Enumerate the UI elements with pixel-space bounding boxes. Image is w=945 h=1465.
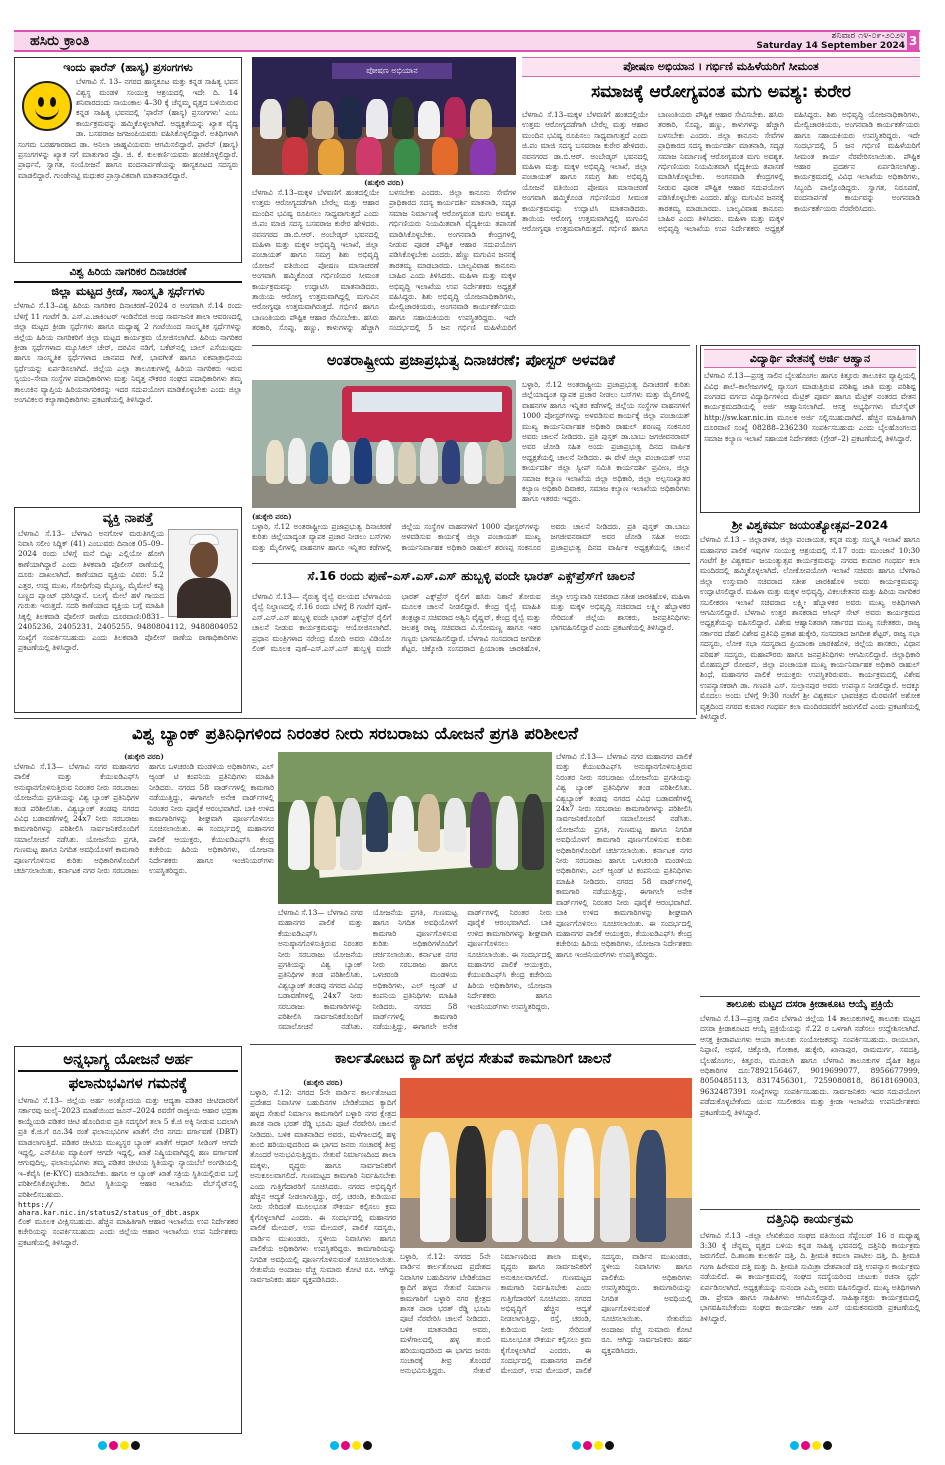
column-rule xyxy=(696,345,697,715)
annabhagya-body: ಬೆಳಗಾವಿ ಸೆ.13– ಜಿಲ್ಲೆಯ ಅರ್ಹ ಅಂತ್ಯೋದಯ ಮತ್ತು ಆದ್ಯತಾ ಪಡಿತರ ಚೀಟಿದಾರರಿಗೆ ಸರ್ಕಾರವು ಜುಲೈ–2023 ಮಾಹೆಯಿಂದ ಜೂನ್–2024 ರವರೆಗೆ ರಾಜ್ಯೀಯ ಆಹಾರ ಭದ್ರತಾ ಕಾಯ್ದೆಯಡಿ ಪಡಿತರ ಚೀಟಿ ಹೊಂದಿರುವ ಪ್ರತಿ ಸದಸ್ಯರಿಗೆ ತಲಾ 5 ಕೆ.ಜಿ ಅಕ್ಕಿ ನೀಡುವ ಬದಲಾಗಿ ಪ್ರತಿ ಕೆ.ಜಿ.ಗೆ ರೂ.34 ರಂತೆ ಫಲಾನುಭವಿಗಳ ಖಾತೆಗೆ ನೇರ ನಗದು ವರ್ಗಾವಣೆ (DBT) ಮಾಡಲಾಗುತ್ತಿದೆ. ಪಡಿತರ ಚೀಟಿಯ ಮುಖ್ಯಸ್ಥರ ಬ್ಯಾಂಕ್ ಖಾತೆಗೆ ಆಧಾರ್ ಸೀಡಿಂಗ್ ಆಗದೇ ಇದ್ದಲ್ಲಿ, ಎನ್‌ಪಿಸಿಐ ಮ್ಯಾಪಿಂಗ್ ಆಗದೇ ಇದ್ದಲ್ಲಿ, ಖಾತೆ ನಿಷ್ಕ್ರಿಯವಾಗಿದ್ದಲ್ಲಿ ಹಣ ವರ್ಗಾವಣೆ ಆಗುವುದಿಲ್ಲ. ಫಲಾನುಭವಿಗಳು ತಮ್ಮ ಪಡಿತರ ಚೀಟಿಯ ಸ್ಥಿತಿಯನ್ನು ನ್ಯಾಯಬೆಲೆ ಅಂಗಡಿಯಲ್ಲಿ ಇ–ಕೆವೈಸಿ (e-KYC) ಮಾಡಿಸಬೇಕು. ಹಾಗೂ ಆ ಬ್ಯಾಂಕ್ ಖಾತೆ ಸಕ್ರಿಯ ಸ್ಥಿತಿಯಲ್ಲಿರುವ ಬಗ್ಗೆ ಪರಿಶೀಲಿಸಿಕೊಳ್ಳಬೇಕು. ಡಿಬಿಟಿ ಸ್ಥಿತಿಯನ್ನು ಆಹಾರ ಇಲಾಖೆಯ ವೆಬ್‌ಸೈಟ್‌ನಲ್ಲಿ ಪರಿಶೀಲಿಸಬಹುದು. xyxy=(18,1096,238,1199)
registration-marks-center xyxy=(330,1441,372,1450)
worldbank-byline: (ಹುಕ್ಕೇರಿ ವರದಿ) xyxy=(124,752,164,761)
dasara-article xyxy=(700,999,920,1207)
karlatota-headline xyxy=(250,1046,696,1074)
vandebharat-headline xyxy=(252,566,690,588)
vishwakarma-title: ಶ್ರೀ ವಿಶ್ವಕರ್ಮ ಜಯಂತ್ಯೋತ್ಸವ–2024 xyxy=(731,518,889,532)
poshan-band xyxy=(522,57,920,77)
humor-body: ಬೆಳಗಾವಿ ಸೆ. 13– ನಗರದ ಹಾಸ್ಯಕೂಟ ಮತ್ತು ಕನ್ನಡ ಸಾಹಿತ್ಯ ಭವನ ವಿಶ್ವಸ್ಥ ಮಂಡಳಿ ಸಂಯುಕ್ತ ಆಶ್ರಯದಲ್ಲಿ ಇದೇ ದಿ. 14 ಶನಿವಾರದಂದು ಸಾಯಂಕಾಲ 4–30 ಕ್ಕೆ ಚೆನ್ನಮ್ಮ ವೃತ್ತದ ಬಳಿಯಿರುವ ಕನ್ನಡ ಸಾಹಿತ್ಯ ಭವನದಲ್ಲಿ 'ಫಾರೆನ್ (ಹಾಸ್ಯ) ಪ್ರಸಂಗಗಳು' ಎಂಬ ಕಾರ್ಯಕ್ರಮವನ್ನು ಹಮ್ಮಿಕೊಳ್ಳಲಾಗಿದೆ. ಅಧ್ಯಕ್ಷತೆಯನ್ನು ಖ್ಯಾತ ವೈದ್ಯ ಡಾ. ಬಸವರಾಜ ಜಗಜಂಪಿಯವರು ವಹಿಸಿಕೊಳ್ಳಲಿದ್ದಾರೆ. ಅತಿಥಿಗಳಾಗಿ ಸಂಗಮ ಬರಹಗಾರರಾದ ಡಾ. ಅನಿಲಾ ಜಾಹ್ನವಿಯವರು ಆಗಮಿಸಲಿದ್ದಾರೆ. ಫಾರೆನ್ (ಹಾಸ್ಯ) ಪ್ರಸಂಗಗಳನ್ನು ಖ್ಯಾತ ನಗೆ ಮಾತುಗಾರ ಪ್ರೊ. ಜಿ. ಕೆ. ಕುಲಕರ್ಣಿಯವರು ಹಂಚಿಕೊಳ್ಳಲಿದ್ದಾರೆ. ಪ್ರಾರ್ಥನೆ, ಸ್ವಾಗತ, ಸಂಯೋಜನೆ ಹಾಗೂ ವಂದನಾರ್ಪಣೆಯನ್ನು ಹಾಸ್ಯಕೂಟದ ಸದಸ್ಯರು ಮಾಡಲಿದ್ದಾರೆ. ಗುಂಡೇನಟ್ಟಿ ಮಧುಕರ ಪ್ರಾಸ್ತಾವಿಕವಾಗಿ ಮಾತನಾಡಲಿದ್ದಾರೆ. xyxy=(18,77,238,180)
worldbank-headline xyxy=(14,720,696,750)
dasara-body: ಬೆಳಗಾವಿ ಸೆ.13—ಪ್ರಸಕ್ತ ಸಾಲಿನ ಬೆಳಗಾವಿ ಜಿಲ್ಲೆಯ 14 ತಾಲೂಕುಗಳಲ್ಲಿ ತಾಲೂಕು ಮಟ್ಟದ ದಸರಾ ಕ್ರೀಡಾಕೂಟದ ಆಯ್ಕೆ ಪ್ರಕ್ರಿಯೆಯನ್ನು ಸೆ.22 ರ ಒಳಗಾಗಿ ನಡೆಸಲು ಉದ್ದೇಶಿಸಲಾಗಿದೆ. ಆಸಕ್ತ ಕ್ರೀಡಾಪಟುಗಳು ಆಯಾ ತಾಲೂಕು ಸಂಯೋಜಕರನ್ನು ಸಂಪರ್ಕಿಸಬಹುದು. ರಾಯಬಾಗ, ನಿಪ್ಪಾಣಿ, ಅಥಣಿ, ಚಿಕ್ಕೋಡಿ, ಗೋಕಾಕ, ಹುಕ್ಕೇರಿ, ಖಾನಾಪುರ, ರಾಮದುರ್ಗ, ಸವದತ್ತಿ, ಬೈಲಹೊಂಗಲ, ಕಿತ್ತೂರು, ಮೂಡಲಗಿ ಹಾಗೂ ಬೆಳಗಾವಿ ತಾಲೂಕುಗಳ ದೈಹಿಕ ಶಿಕ್ಷಣ ಅಧಿಕಾರಿಗಳ ದೂ:7892156467, 9019699077, 8956677999, 8050485113, 8317456301, 7259080818, 8618169003, 9632487391 ಸಂಖ್ಯೆಗಳನ್ನು ಸಂಪರ್ಕಿಸಬಹುದು. ಸಾರ್ವಜನಿಕರು ಇದರ ಸದುಪಯೋಗ ಪಡೆದುಕೊಳ್ಳಬೇಕೆಂದು ಯುವ ಸಬಲೀಕರಣ ಮತ್ತು ಕ್ರೀಡಾ ಇಲಾಖೆಯ ಉಪನಿರ್ದೇಶಕರು ಪ್ರಕಟಣೆಯಲ್ಲಿ ತಿಳಿಸಿದ್ದಾರೆ. xyxy=(700,1014,920,1117)
worldbank-body-right xyxy=(556,752,692,1042)
annabhagya-title-1: ಅನ್ನಭಾಗ್ಯ ಯೋಜನೆ ಅರ್ಹ xyxy=(63,1050,193,1068)
masthead-title: ಹಸಿರು ಕ್ರಾಂತಿ xyxy=(30,33,90,49)
photo-banner: ಪೋಷಣ ಅಭಿಯಾನ xyxy=(332,63,452,79)
karlatota-photo xyxy=(400,1078,692,1248)
poshan-body-left xyxy=(252,178,516,342)
smiley-figure xyxy=(18,77,76,137)
worldbank-title: ವಿಶ್ವ ಬ್ಯಾಂಕ್ ಪ್ರತಿನಿಧಿಗಳಿಂದ ನಿರಂತರ ನೀರು ಸರಬರಾಜು ಯೋಜನೆ ಪ್ರಗತಿ ಪರಿಶೀಲನೆ xyxy=(132,724,578,743)
missing-person-article xyxy=(14,507,242,713)
karlatota-body: ಬಳ್ಳಾರಿ, ಸೆ.12: ನಗರದ 5ನೇ ವಾರ್ಡಿನ ಕಾರ್ಲತೋಟದ ಪ್ರದೇಶದ ನಿವಾಸಿಗಳ ಬಹುದಿನಗಳ ಬೇಡಿಕೆಯಾದ ಕ್ಯಾದಿಗೆ ಹಳ್ಳದ ಸೇತುವೆ ನಿರ್ಮಾಣ ಕಾಮಗಾರಿಗೆ ಬಳ್ಳಾರಿ ನಗರ ಕ್ಷೇತ್ರದ ಶಾಸಕ ನಾರಾ ಭರತ್ ರೆಡ್ಡಿ ಭೂಮಿ ಪೂಜೆ ನೆರವೇರಿಸಿ ಚಾಲನೆ ನೀಡಿದರು. ಬಳಿಕ ಮಾತನಾಡಿದ ಅವರು, ಮಳೆಗಾಲದಲ್ಲಿ ಹಳ್ಳ ತುಂಬಿ ಹರಿಯುವುದರಿಂದ ಈ ಭಾಗದ ಜನರು ಸಂಚಾರಕ್ಕೆ ತೀವ್ರ ತೊಂದರೆ ಅನುಭವಿಸುತ್ತಿದ್ದರು. ಸೇತುವೆ ನಿರ್ಮಾಣದಿಂದ ಶಾಲಾ ಮಕ್ಕಳು, ವೃದ್ಧರು ಹಾಗೂ ಸಾರ್ವಜನಿಕರಿಗೆ ಅನುಕೂಲವಾಗಲಿದೆ. ಗುಣಮಟ್ಟದ ಕಾಮಗಾರಿ ನಿರ್ವಹಿಸಬೇಕು ಎಂದು ಗುತ್ತಿಗೆದಾರರಿಗೆ ಸೂಚಿಸಿದರು. ನಗರದ ಅಭಿವೃದ್ಧಿಗೆ ಹೆಚ್ಚಿನ ಆದ್ಯತೆ ನೀಡಲಾಗುತ್ತಿದ್ದು, ರಸ್ತೆ, ಚರಂಡಿ, ಕುಡಿಯುವ ನೀರು ಸೇರಿದಂತೆ ಮೂಲಭೂತ ಸೌಕರ್ಯ ಕಲ್ಪಿಸಲು ಕ್ರಮ ಕೈಗೊಳ್ಳಲಾಗಿದೆ ಎಂದರು. ಈ ಸಂದರ್ಭದಲ್ಲಿ ಮಹಾನಗರ ಪಾಲಿಕೆ ಮೇಯರ್, ಉಪ ಮೇಯರ್, ಪಾಲಿಕೆ ಸದಸ್ಯರು, ವಾರ್ಡಿನ ಮುಖಂಡರು, ಸ್ಥಳೀಯ ನಿವಾಸಿಗಳು ಹಾಗೂ ಪಾಲಿಕೆಯ ಅಧಿಕಾರಿಗಳು ಉಪಸ್ಥಿತರಿದ್ದರು. ಕಾಮಗಾರಿಯನ್ನು ನಿಗದಿತ ಅವಧಿಯಲ್ಲಿ ಪೂರ್ಣಗೊಳಿಸುವಂತೆ ಸೂಚಿಸಲಾಯಿತು. ಸೇತುವೆಯ ಅಂದಾಜು ವೆಚ್ಚ ಸುಮಾರು ಕೋಟಿ ರೂ. ಆಗಿದ್ದು ಸಾರ್ವಜನಿಕರು ಹರ್ಷ ವ್ಯಕ್ತಪಡಿಸಿದರು. xyxy=(250,1088,396,1285)
registration-marks-mid xyxy=(572,1441,614,1450)
democracy-body-bottom xyxy=(252,512,690,560)
poshan-body: ಬೆಳಗಾವಿ ಸೆ.13–ಮಕ್ಕಳ ಬೆಳವಣಿಗೆ ಹಂತದಲ್ಲಿಯೇ ಉತ್ತಮ ಆರೋಗ್ಯದಡೆಗಾಗಿ ಬೇರೆಲ್ಲ ಮತ್ತು ಆಹಾರ ಮುಂದಿನ ಭವಿಷ್ಯ ರೂಪಿಸಲು ಸಾಧ್ಯವಾಗುತ್ತದೆ ಎಂದು ಜಿ.ಪಂ ಮಾಜಿ ಸದಸ್ಯ ಬಸವರಾಜ ಕುರೇರ ಹೇಳಿದರು. ನವನಗರದ ಡಾ.ಬಿ.ಆರ್. ಅಂಬೇಡ್ಕರ್ ಭವನದಲ್ಲಿ ಮಹಿಳಾ ಮತ್ತು ಮಕ್ಕಳ ಅಭಿವೃದ್ಧಿ ಇಲಾಖೆ, ಜಿಲ್ಲಾ ಪಂಚಾಯತ್ ಹಾಗೂ ಸಮಗ್ರ ಶಿಶು ಅಭಿವೃದ್ಧಿ ಯೋಜನೆ ವತಿಯಿಂದ ಪೋಷಣ ಮಾಸಾಚರಣೆ ಅಂಗವಾಗಿ ಹಮ್ಮಿಕೊಂಡ ಗರ್ಭಿಣಿಯರ ಸೀಮಂತ ಕಾರ್ಯಕ್ರಮವನ್ನು ಉದ್ಘಾಟಿಸಿ ಮಾತನಾಡಿದರು. ತಾಯಿಯ ಆರೋಗ್ಯ ಉತ್ತಮವಾಗಿದ್ದಲ್ಲಿ ಮಗುವಿನ ಆರೋಗ್ಯವೂ ಉತ್ತಮವಾಗಿರುತ್ತದೆ. ಗರ್ಭಿಣಿ ಹಾಗೂ ಬಾಣಂತಿಯರು ಪೌಷ್ಟಿಕ ಆಹಾರ ಸೇವಿಸಬೇಕು. ಹಸಿರು ತರಕಾರಿ, ಸೊಪ್ಪು, ಹಣ್ಣು, ಕಾಳುಗಳನ್ನು ಹೆಚ್ಚಾಗಿ ಬಳಸಬೇಕು ಎಂದರು. ಜಿಲ್ಲಾ ಕಾನೂನು ಸೇವೆಗಳ ಪ್ರಾಧಿಕಾರದ ಸದಸ್ಯ ಕಾರ್ಯದರ್ಶಿ ಮಾತನಾಡಿ, ಸದೃಢ ಸಮಾಜ ನಿರ್ಮಾಣಕ್ಕೆ ಆರೋಗ್ಯವಂತ ಮಗು ಅವಶ್ಯಕ. ಗರ್ಭಿಣಿಯರು ನಿಯಮಿತವಾಗಿ ವೈದ್ಯಕೀಯ ತಪಾಸಣೆ ಮಾಡಿಸಿಕೊಳ್ಳಬೇಕು. ಅಂಗನವಾಡಿ ಕೇಂದ್ರಗಳಲ್ಲಿ ನೀಡುವ ಪೂರಕ ಪೌಷ್ಟಿಕ ಆಹಾರ ಸದುಪಯೋಗ ಪಡಿಸಿಕೊಳ್ಳಬೇಕು ಎಂದರು. ಹೆಣ್ಣು ಮಗುವಿನ ಜನನಕ್ಕೆ ತಾರತಮ್ಯ ಮಾಡಬಾರದು. ಬಾಲ್ಯವಿವಾಹ ಕಾನೂನು ಬಾಹಿರ ಎಂದು ತಿಳಿಸಿದರು. ಮಹಿಳಾ ಮತ್ತು ಮಕ್ಕಳ ಅಭಿವೃದ್ಧಿ ಇಲಾಖೆಯ ಉಪ ನಿರ್ದೇಶಕರು ಅಧ್ಯಕ್ಷತೆ ವಹಿಸಿದ್ದರು. ಶಿಶು ಅಭಿವೃದ್ಧಿ ಯೋಜನಾಧಿಕಾರಿಗಳು, ಮೇಲ್ವಿಚಾರಕಿಯರು, ಅಂಗನವಾಡಿ ಕಾರ್ಯಕರ್ತೆಯರು ಹಾಗೂ ಸಹಾಯಕಿಯರು ಉಪಸ್ಥಿತರಿದ್ದರು. ಇದೇ ಸಂದರ್ಭದಲ್ಲಿ 5 ಜನ ಗರ್ಭಿಣಿ ಮಹಿಳೆಯರಿಗೆ xyxy=(252,188,516,333)
registration-marks-left xyxy=(98,1441,140,1450)
dasara-title: ತಾಲೂಕು ಮಟ್ಟದ ದಸರಾ ಕ್ರೀಡಾಕೂಟ ಆಯ್ಕೆ ಪ್ರಕ್ರಿಯೆ xyxy=(726,999,894,1010)
scholarship-article xyxy=(700,345,920,513)
scholarship-title: ವಿದ್ಯಾರ್ಥಿ ವೇತನಕ್ಕೆ ಅರ್ಜಿ ಆಹ್ವಾನ xyxy=(704,349,916,368)
smiley-icon xyxy=(22,81,72,131)
section-rule xyxy=(252,563,690,564)
elderly-article xyxy=(14,266,242,502)
poshan-photo xyxy=(252,57,516,175)
annabhagya-body-2: ಲಿಂಕ್ ಮೂಲಕ ವೀಕ್ಷಿಸಬಹುದು. ಹೆಚ್ಚಿನ ಮಾಹಿತಿಗಾಗಿ ಆಹಾರ ಇಲಾಖೆಯ ಉಪ ನಿರ್ದೇಶಕರ ಕಚೇರಿಯನ್ನು ಸಂಪರ್ಕಿಸಬಹುದು ಎಂದು ಜಿಲ್ಲೆಯ ಆಹಾರ ಇಲಾಖೆಯ ಉಪ ನಿರ್ದೇಶಕರು ಪ್ರಕಟಣೆಯಲ್ಲಿ ತಿಳಿಸಿದ್ದಾರೆ. xyxy=(18,1217,238,1247)
missing-person-photo xyxy=(168,529,238,617)
worldbank-photo xyxy=(278,752,552,904)
date-block xyxy=(756,31,905,51)
missing-title: ವ್ಯಕ್ತಿ ನಾಪತ್ತೆ xyxy=(102,511,154,526)
date-english: Saturday 14 September 2024 xyxy=(756,41,905,51)
poshan-headline xyxy=(522,80,920,106)
karlatota-byline: (ಹುಕ್ಕೇರಿ ವರದಿ) xyxy=(303,1078,343,1087)
section-rule xyxy=(252,345,690,346)
karlatota-body-left xyxy=(250,1078,396,1434)
vishwakarma-article xyxy=(700,518,920,994)
democracy-body: ಬಳ್ಳಾರಿ, ಸೆ.12 ಅಂತರಾಷ್ಟ್ರೀಯ ಪ್ರಜಾಪ್ರಭುತ್ವ ದಿನಾಚರಣೆ ಕುರಿತು ಜಿಲ್ಲೆಯಾದ್ಯಂತ ವ್ಯಾಪಕ ಪ್ರಚಾರ ನೀಡಲು ಬಸ್‌ಗಳು ಮತ್ತು ಮೈಲಿಗಳಲ್ಲಿ ವಾಹನಗಳ ಹಾಗೂ ಇನ್ನಿತರ ಕಡೆಗಳಲ್ಲಿ ಜಿಲ್ಲೆಯ ಸಂಸ್ಥೆಗಳ ವಾಹನಗಳಿಗೆ 1000 ಪೋಸ್ಟರ್‌ಗಳನ್ನು ಅಳವಡಿಸುವ ಕಾರ್ಯಕ್ಕೆ ಜಿಲ್ಲಾ ಪಂಚಾಯತ್ ಮುಖ್ಯ ಕಾರ್ಯನಿರ್ವಾಹಕ ಅಧಿಕಾರಿ ರಾಹುಲ್ ಶರಣಪ್ಪ ಸಂಕನೂರ ಅವರು ಚಾಲನೆ ನೀಡಿದರು. ಪ್ರತಿ ಪುಸ್ತಕ್ ಡಾ.ಬಾಬು ಜಗಜೀವನರಾಮ್ ಅವರ ಜೋಡಿ ಸಹಿತ ಅಂದು ಪ್ರಜಾಪ್ರಭುತ್ವ ದಿನದ ವಾರ್ಷಿಕ ಅಧ್ಯಕ್ಷತೆಯಲ್ಲಿ ಚಾಲನೆ ನೀಡಿದರು. ಈ ವೇಳೆ ಜಿಲ್ಲಾ ಪಂಚಾಯತ್ ಉಪ ಕಾರ್ಯದರ್ಶಿ ಜಿಲ್ಲಾ ಸ್ವೀಪ್ ಸಮಿತಿ ಕಾರ್ಯದರ್ಶಿ ಪ್ರವೀಣ, ಜಿಲ್ಲಾ ಸಮಾಜ ಕಲ್ಯಾಣ ಇಲಾಖೆಯ ಜಿಲ್ಲಾ ಅಧಿಕಾರಿ, ಜಿಲ್ಲಾ ಅಲ್ಪಸಂಖ್ಯಾತರ ಕಲ್ಯಾಣ ಅಧಿಕಾರಿ ದಿವಾಕರ, ಸಮಾಜ ಕಲ್ಯಾಣ ಇಲಾಖೆಯ ಅಧಿಕಾರಿಗಳು ಹಾಗೂ ಇತರರು ಇದ್ದರು. xyxy=(522,380,690,504)
annabhagya-article xyxy=(14,1046,242,1434)
vandebharat-body-block xyxy=(252,592,690,716)
democracy-photo xyxy=(252,380,516,508)
poshan-title: ಸಮಾಜಕ್ಕೆ ಆರೋಗ್ಯವಂತ ಮಗು ಅವಶ್ಯ: ಕುರೇರ xyxy=(591,82,851,102)
section-rule xyxy=(14,718,696,719)
dbt-link-line-1[interactable]: https:// xyxy=(18,1200,54,1210)
elderly-title-1: ವಿಶ್ವ ಹಿರಿಯ ನಾಗರಿಕರ ದಿನಾಚರಣೆ xyxy=(69,266,187,278)
humor-article xyxy=(14,57,242,263)
poshan-byline: (ಹುಕ್ಕೇರಿ ವರದಿ) xyxy=(364,178,404,187)
humor-title: ಇಂದು ಫಾರೆನ್ (ಹಾಸ್ಯ) ಪ್ರಸಂಗಗಳು xyxy=(63,61,193,74)
worldbank-body-continued: ಬೆಳಗಾವಿ ಸೆ.13— ಬೆಳಗಾವಿ ನಗರ ಮಹಾನಗರ ಪಾಲಿಕೆ ಮತ್ತು ಕೆಯುಐಡಿಎಫ್‌ಸಿ ಅನುಷ್ಠಾನಗೊಳಿಸುತ್ತಿರುವ ನಿರಂತರ ನೀರು ಸರಬರಾಜು ಯೋಜನೆಯ ಪ್ರಗತಿಯನ್ನು ವಿಶ್ವ ಬ್ಯಾಂಕ್ ಪ್ರತಿನಿಧಿಗಳ ತಂಡ ಪರಿಶೀಲಿಸಿತು. ವಿಶ್ವಬ್ಯಾಂಕ್ ತಂಡವು ನಗರದ ವಿವಿಧ ಬಡಾವಣೆಗಳಲ್ಲಿ 24x7 ನೀರು ಸರಬರಾಜು ಕಾಮಗಾರಿಗಳನ್ನು ಪರಿಶೀಲಿಸಿ ಸಾರ್ವಜನಿಕರೊಂದಿಗೆ ಸಮಾಲೋಚನೆ ನಡೆಸಿತು. ಯೋಜನೆಯ ಪ್ರಗತಿ, ಗುಣಮಟ್ಟ ಹಾಗೂ ನಿಗದಿತ ಅವಧಿಯೊಳಗೆ ಕಾಮಗಾರಿ ಪೂರ್ಣಗೊಳಿಸುವ ಕುರಿತು ಅಧಿಕಾರಿಗಳೊಂದಿಗೆ ಚರ್ಚಿಸಲಾಯಿತು. ಕರ್ನಾಟಕ ನಗರ ನೀರು ಸರಬರಾಜು ಹಾಗೂ ಒಳಚರಂಡಿ ಮಂಡಳಿಯ ಅಧಿಕಾರಿಗಳು, ಎಲ್ ಆ್ಯಂಡ್ ಟಿ ಕಂಪನಿಯ ಪ್ರತಿನಿಧಿಗಳು ಮಾಹಿತಿ ನೀಡಿದರು. ನಗರದ 58 ವಾರ್ಡ್‌ಗಳಲ್ಲಿ ಕಾಮಗಾರಿ ನಡೆಯುತ್ತಿದ್ದು, ಈಗಾಗಲೇ ಅನೇಕ ವಾರ್ಡ್‌ಗಳಲ್ಲಿ ನಿರಂತರ ನೀರು ಪೂರೈಕೆ ಆರಂಭವಾಗಿದೆ. ಬಾಕಿ ಉಳಿದ ಕಾಮಗಾರಿಗಳನ್ನು ಶೀಘ್ರವಾಗಿ ಪೂರ್ಣಗೊಳಿಸಲು ಸೂಚಿಸಲಾಯಿತು. ಈ ಸಂದರ್ಭದಲ್ಲಿ ಮಹಾನಗರ ಪಾಲಿಕೆ ಆಯುಕ್ತರು, ಕೆಯುಐಡಿಎಫ್‌ಸಿ ಕೇಂದ್ರ ಕಚೇರಿಯ ಹಿರಿಯ ಅಧಿಕಾರಿಗಳು, ಯೋಜನಾ ನಿರ್ದೇಶಕರು ಹಾಗೂ ಇಂಜಿನಿಯರ್‌ಗಳು ಉಪಸ್ಥಿತರಿದ್ದರು. xyxy=(278,908,552,1032)
vandebharat-body: ಬೆಳಗಾವಿ ಸೆ.13— ನೈರುತ್ಯ ರೈಲ್ವೆ ವಲಯದ ಬೆಳಗಾವಿಯ ರೈಲ್ವೆ ನಿಲ್ದಾಣದಲ್ಲಿ ಸೆ.16 ರಂದು ಬೆಳಿಗ್ಗೆ 8 ಗಂಟೆಗೆ ಪುಣೆ–ಎಸ್.ಎಸ್.ಎಸ್ ಹುಬ್ಬಳ್ಳಿ ವಂದೇ ಭಾರತ್ ಎಕ್ಸ್‌ಪ್ರೆಸ್ ರೈಲಿಗೆ ಚಾಲನೆ ನೀಡುವ ಕಾರ್ಯಕ್ರಮವನ್ನು ಆಯೋಜಿಸಲಾಗಿದೆ. ಪ್ರಧಾನ ಮಂತ್ರಿಗಳಾದ ನರೇಂದ್ರ ಮೋದಿ ಅವರು ವಿಡಿಯೋ ಲಿಂಕ್ ಮೂಲಕ ಪುಣೆ–ಎಸ್.ಎಸ್.ಎಸ್ ಹುಬ್ಬಳ್ಳಿ ವಂದೇ ಭಾರತ್ ಎಕ್ಸ್‌ಪ್ರೆಸ್ ರೈಲಿಗೆ ಹಸಿರು ನಿಶಾನೆ ತೋರುವ ಮೂಲಕ ಚಾಲನೆ ನೀಡಲಿದ್ದಾರೆ. ಕೇಂದ್ರ ರೈಲ್ವೆ ಮಾಹಿತಿ ತಂತ್ರಜ್ಞಾನ ಸಚಿವರಾದ ಅಶ್ವಿನಿ ವೈಷ್ಣವ್, ಕೇಂದ್ರ ರೈಲ್ವೆ ಮತ್ತು ಜಲಶಕ್ತಿ ರಾಜ್ಯ ಸಚಿವರಾದ ವಿ.ಸೋಮಣ್ಣ ಹಾಗೂ ಇತರ ಗಣ್ಯರು ಭಾಗವಹಿಸಲಿದ್ದಾರೆ. ಬೆಳಗಾವಿ ಸಂಸದರಾದ ಜಗದೀಶ ಶೆಟ್ಟರ, ಚಿಕ್ಕೋಡಿ ಸಂಸದರಾದ ಪ್ರಿಯಾಂಕಾ ಜಾರಕಿಹೊಳಿ, ಜಿಲ್ಲಾ ಉಸ್ತುವಾರಿ ಸಚಿವರಾದ ಸತೀಶ ಜಾರಕಿಹೊಳಿ, ಮಹಿಳಾ ಮತ್ತು ಮಕ್ಕಳ ಅಭಿವೃದ್ಧಿ ಸಚಿವರಾದ ಲಕ್ಷ್ಮೀ ಹೆಬ್ಬಾಳಕರ ಸೇರಿದಂತೆ ಜಿಲ್ಲೆಯ ಶಾಸಕರು, ಜನಪ್ರತಿನಿಧಿಗಳು ಭಾಗವಹಿಸಲಿದ್ದಾರೆ ಎಂದು ಪ್ರಕಟಣೆಯಲ್ಲಿ ತಿಳಿಸಿದ್ದಾರೆ. xyxy=(252,592,690,654)
registration-marks-right xyxy=(790,1441,832,1450)
section-rule xyxy=(700,996,920,997)
poshan-body-right xyxy=(522,110,920,342)
section-rule xyxy=(700,1209,920,1210)
democracy-body-continued: ಬಳ್ಳಾರಿ, ಸೆ.12 ಅಂತರಾಷ್ಟ್ರೀಯ ಪ್ರಜಾಪ್ರಭುತ್ವ ದಿನಾಚರಣೆ ಕುರಿತು ಜಿಲ್ಲೆಯಾದ್ಯಂತ ವ್ಯಾಪಕ ಪ್ರಚಾರ ನೀಡಲು ಬಸ್‌ಗಳು ಮತ್ತು ಮೈಲಿಗಳಲ್ಲಿ ವಾಹನಗಳ ಹಾಗೂ ಇನ್ನಿತರ ಕಡೆಗಳಲ್ಲಿ ಜಿಲ್ಲೆಯ ಸಂಸ್ಥೆಗಳ ವಾಹನಗಳಿಗೆ 1000 ಪೋಸ್ಟರ್‌ಗಳನ್ನು ಅಳವಡಿಸುವ ಕಾರ್ಯಕ್ಕೆ ಜಿಲ್ಲಾ ಪಂಚಾಯತ್ ಮುಖ್ಯ ಕಾರ್ಯನಿರ್ವಾಹಕ ಅಧಿಕಾರಿ ರಾಹುಲ್ ಶರಣಪ್ಪ ಸಂಕನೂರ ಅವರು ಚಾಲನೆ ನೀಡಿದರು. ಪ್ರತಿ ಪುಸ್ತಕ್ ಡಾ.ಬಾಬು ಜಗಜೀವನರಾಮ್ ಅವರ ಜೋಡಿ ಸಹಿತ ಅಂದು ಪ್ರಜಾಪ್ರಭುತ್ವ ದಿನದ ವಾರ್ಷಿಕ ಅಧ್ಯಕ್ಷತೆಯಲ್ಲಿ ಚಾಲನೆ xyxy=(252,522,690,552)
democracy-body-right xyxy=(522,380,690,508)
karlatota-body-right xyxy=(400,1252,692,1434)
annabhagya-title-2: ಫಲಾನುಭವಿಗಳ ಗಮನಕ್ಕೆ xyxy=(68,1074,188,1092)
vishwakarma-body: ಬೆಳಗಾವಿ ಸೆ.13 – ಜಿಲ್ಲಾಡಳಿತ, ಜಿಲ್ಲಾ ಪಂಚಾಯತ, ಕನ್ನಡ ಮತ್ತು ಸಂಸ್ಕೃತಿ ಇಲಾಖೆ ಹಾಗೂ ಮಹಾನಗರ ಪಾಲಿಕೆ ಇವುಗಳ ಸಂಯುಕ್ತ ಆಶ್ರಯದಲ್ಲಿ ಸೆ.17 ರಂದು ಮುಂಜಾನೆ 10:30 ಗಂಟೆಗೆ ಶ್ರೀ ವಿಶ್ವಕರ್ಮ ಜಯಂತ್ಯುತ್ಸವ ಕಾರ್ಯಕ್ರಮವನ್ನು ನಗರದ ಕುಮಾರ ಗಂಧರ್ವ ಕಲಾ ಮಂದಿರದಲ್ಲಿ ಹಮ್ಮಿಕೊಳ್ಳಲಾಗಿದೆ. ಲೋಕೋಪಯೋಗಿ ಇಲಾಖೆ ಸಚಿವರು ಹಾಗೂ ಬೆಳಗಾವಿ ಜಿಲ್ಲಾ ಉಸ್ತುವಾರಿ ಸಚಿವರಾದ ಸತೀಶ ಜಾರಕಿಹೊಳಿ ಅವರು ಕಾರ್ಯಕ್ರಮವನ್ನು ಉದ್ಘಾಟಿಸಲಿದ್ದಾರೆ. ಮಹಿಳಾ ಮತ್ತು ಮಕ್ಕಳ ಅಭಿವೃದ್ಧಿ, ವಿಕಲಚೇತನರ ಮತ್ತು ಹಿರಿಯ ನಾಗರಿಕರ ಸಬಲೀಕರಣ ಇಲಾಖೆ ಸಚಿವರಾದ ಲಕ್ಷ್ಮೀ ಹೆಬ್ಬಾಳಕರ ಅವರು ಮುಖ್ಯ ಅತಿಥಿಗಳಾಗಿ ಆಗಮಿಸಲಿದ್ದಾರೆ. ಬೆಳಗಾವಿ ಉತ್ತರ ಶಾಸಕರಾದ ಆಸೀಫ್ ಸೇಟ್ ಅವರು ಕಾರ್ಯಕ್ರಮದ ಅಧ್ಯಕ್ಷತೆಯನ್ನು ವಹಿಸಲಿದ್ದಾರೆ. ವಿಶೇಷ ಆಹ್ವಾನಿತರಾಗಿ ಸರ್ಕಾರದ ಮುಖ್ಯ ಸಚೇತಕರು, ರಾಜ್ಯ ಸರ್ಕಾರದ ದೆಹಲಿ ವಿಶೇಷ ಪ್ರತಿನಿಧಿ ಪ್ರಕಾಶ ಹುಕ್ಕೇರಿ, ಸಂಸದರಾದ ಜಗದೀಶ ಶೆಟ್ಟರ್, ರಾಜ್ಯ ಸಭಾ ಸದಸ್ಯರು, ಲೋಕ ಸಭಾ ಸದಸ್ಯರಾದ ಪ್ರಿಯಾಂಕಾ ಜಾರಕಿಹೊಳಿ, ಜಿಲ್ಲೆಯ ಶಾಸಕರು, ವಿಧಾನ ಪರಿಷತ್ ಸದಸ್ಯರು, ಮಹಾಪೌರರು ಹಾಗೂ ಜನಪ್ರತಿನಿಧಿಗಳು ಆಗಮಿಸಲಿದ್ದಾರೆ. ಜಿಲ್ಲಾಧಿಕಾರಿ ಮೊಹಮ್ಮದ್ ರೋಷನ್, ಜಿಲ್ಲಾ ಪಂಚಾಯತ ಮುಖ್ಯ ಕಾರ್ಯನಿರ್ವಾಹಕ ಅಧಿಕಾರಿ ರಾಹುಲ್ ಶಿಂಧೆ, ಮಹಾನಗರ ಪಾಲಿಕೆ ಆಯುಕ್ತರು ಉಪಸ್ಥಿತರಿರುವರು. ಕಾರ್ಯಕ್ರಮದಲ್ಲಿ ವಿಶೇಷ ಉಪನ್ಯಾಸಕರಾಗಿ ಡಾ. ಗಣಪತಿ ಎಸ್. ಸುಲ್ತಾನಪುರ ಅವರು ಉಪನ್ಯಾಸ ನೀಡಲಿದ್ದಾರೆ. ಅದಕ್ಕೂ ಮೊದಲು ಅಂದು ಬೆಳಿಗ್ಗೆ 9:30 ಗಂಟೆಗೆ ಶ್ರೀ ವಿಶ್ವಕರ್ಮ ಭಾವಚಿತ್ರದ ಮೆರವಣಿಗೆ ಅಶೋಕ ವೃತ್ತದಿಂದ ನಗರದ ಕುಮಾರ ಗಂಧರ್ವ ಕಲಾ ಮಂದಿರದವರೆಗೆ ಜರುಗಲಿದೆ ಎಂದು ಪ್ರಕಟಣೆಯಲ್ಲಿ ತಿಳಿಸಿದ್ದಾರೆ. xyxy=(700,535,920,722)
worldbank-body-end: ಬೆಳಗಾವಿ ಸೆ.13— ಬೆಳಗಾವಿ ನಗರ ಮಹಾನಗರ ಪಾಲಿಕೆ ಮತ್ತು ಕೆಯುಐಡಿಎಫ್‌ಸಿ ಅನುಷ್ಠಾನಗೊಳಿಸುತ್ತಿರುವ ನಿರಂತರ ನೀರು ಸರಬರಾಜು ಯೋಜನೆಯ ಪ್ರಗತಿಯನ್ನು ವಿಶ್ವ ಬ್ಯಾಂಕ್ ಪ್ರತಿನಿಧಿಗಳ ತಂಡ ಪರಿಶೀಲಿಸಿತು. ವಿಶ್ವಬ್ಯಾಂಕ್ ತಂಡವು ನಗರದ ವಿವಿಧ ಬಡಾವಣೆಗಳಲ್ಲಿ 24x7 ನೀರು ಸರಬರಾಜು ಕಾಮಗಾರಿಗಳನ್ನು ಪರಿಶೀಲಿಸಿ ಸಾರ್ವಜನಿಕರೊಂದಿಗೆ ಸಮಾಲೋಚನೆ ನಡೆಸಿತು. ಯೋಜನೆಯ ಪ್ರಗತಿ, ಗುಣಮಟ್ಟ ಹಾಗೂ ನಿಗದಿತ ಅವಧಿಯೊಳಗೆ ಕಾಮಗಾರಿ ಪೂರ್ಣಗೊಳಿಸುವ ಕುರಿತು ಅಧಿಕಾರಿಗಳೊಂದಿಗೆ ಚರ್ಚಿಸಲಾಯಿತು. ಕರ್ನಾಟಕ ನಗರ ನೀರು ಸರಬರಾಜು ಹಾಗೂ ಒಳಚರಂಡಿ ಮಂಡಳಿಯ ಅಧಿಕಾರಿಗಳು, ಎಲ್ ಆ್ಯಂಡ್ ಟಿ ಕಂಪನಿಯ ಪ್ರತಿನಿಧಿಗಳು ಮಾಹಿತಿ ನೀಡಿದರು. ನಗರದ 58 ವಾರ್ಡ್‌ಗಳಲ್ಲಿ ಕಾಮಗಾರಿ ನಡೆಯುತ್ತಿದ್ದು, ಈಗಾಗಲೇ ಅನೇಕ ವಾರ್ಡ್‌ಗಳಲ್ಲಿ ನಿರಂತರ ನೀರು ಪೂರೈಕೆ ಆರಂಭವಾಗಿದೆ. ಬಾಕಿ ಉಳಿದ ಕಾಮಗಾರಿಗಳನ್ನು ಶೀಘ್ರವಾಗಿ ಪೂರ್ಣಗೊಳಿಸಲು ಸೂಚಿಸಲಾಯಿತು. ಈ ಸಂದರ್ಭದಲ್ಲಿ ಮಹಾನಗರ ಪಾಲಿಕೆ ಆಯುಕ್ತರು, ಕೆಯುಐಡಿಎಫ್‌ಸಿ ಕೇಂದ್ರ ಕಚೇರಿಯ ಹಿರಿಯ ಅಧಿಕಾರಿಗಳು, ಯೋಜನಾ ನಿರ್ದೇಶಕರು ಹಾಗೂ ಇಂಜಿನಿಯರ್‌ಗಳು ಉಪಸ್ಥಿತರಿದ್ದರು. xyxy=(556,752,692,959)
dbt-link-line-2[interactable]: ahara.kar.nic.in/status2/status_of_dbt.aspx xyxy=(18,1209,200,1218)
title-divider xyxy=(18,1070,238,1072)
karlatota-body-continued: ಬಳ್ಳಾರಿ, ಸೆ.12: ನಗರದ 5ನೇ ವಾರ್ಡಿನ ಕಾರ್ಲತೋಟದ ಪ್ರದೇಶದ ನಿವಾಸಿಗಳ ಬಹುದಿನಗಳ ಬೇಡಿಕೆಯಾದ ಕ್ಯಾದಿಗೆ ಹಳ್ಳದ ಸೇತುವೆ ನಿರ್ಮಾಣ ಕಾಮಗಾರಿಗೆ ಬಳ್ಳಾರಿ ನಗರ ಕ್ಷೇತ್ರದ ಶಾಸಕ ನಾರಾ ಭರತ್ ರೆಡ್ಡಿ ಭೂಮಿ ಪೂಜೆ ನೆರವೇರಿಸಿ ಚಾಲನೆ ನೀಡಿದರು. ಬಳಿಕ ಮಾತನಾಡಿದ ಅವರು, ಮಳೆಗಾಲದಲ್ಲಿ ಹಳ್ಳ ತುಂಬಿ ಹರಿಯುವುದರಿಂದ ಈ ಭಾಗದ ಜನರು ಸಂಚಾರಕ್ಕೆ ತೀವ್ರ ತೊಂದರೆ ಅನುಭವಿಸುತ್ತಿದ್ದರು. ಸೇತುವೆ ನಿರ್ಮಾಣದಿಂದ ಶಾಲಾ ಮಕ್ಕಳು, ವೃದ್ಧರು ಹಾಗೂ ಸಾರ್ವಜನಿಕರಿಗೆ ಅನುಕೂಲವಾಗಲಿದೆ. ಗುಣಮಟ್ಟದ ಕಾಮಗಾರಿ ನಿರ್ವಹಿಸಬೇಕು ಎಂದು ಗುತ್ತಿಗೆದಾರರಿಗೆ ಸೂಚಿಸಿದರು. ನಗರದ ಅಭಿವೃದ್ಧಿಗೆ ಹೆಚ್ಚಿನ ಆದ್ಯತೆ ನೀಡಲಾಗುತ್ತಿದ್ದು, ರಸ್ತೆ, ಚರಂಡಿ, ಕುಡಿಯುವ ನೀರು ಸೇರಿದಂತೆ ಮೂಲಭೂತ ಸೌಕರ್ಯ ಕಲ್ಪಿಸಲು ಕ್ರಮ ಕೈಗೊಳ್ಳಲಾಗಿದೆ ಎಂದರು. ಈ ಸಂದರ್ಭದಲ್ಲಿ ಮಹಾನಗರ ಪಾಲಿಕೆ ಮೇಯರ್, ಉಪ ಮೇಯರ್, ಪಾಲಿಕೆ ಸದಸ್ಯರು, ವಾರ್ಡಿನ ಮುಖಂಡರು, ಸ್ಥಳೀಯ ನಿವಾಸಿಗಳು ಹಾಗೂ ಪಾಲಿಕೆಯ ಅಧಿಕಾರಿಗಳು ಉಪಸ್ಥಿತರಿದ್ದರು. ಕಾಮಗಾರಿಯನ್ನು ನಿಗದಿತ ಅವಧಿಯಲ್ಲಿ ಪೂರ್ಣಗೊಳಿಸುವಂತೆ ಸೂಚಿಸಲಾಯಿತು. ಸೇತುವೆಯ ಅಂದಾಜು ವೆಚ್ಚ ಸುಮಾರು ಕೋಟಿ ರೂ. ಆಗಿದ್ದು ಸಾರ್ವಜನಿಕರು ಹರ್ಷ ವ್ಯಕ್ತಪಡಿಸಿದರು. xyxy=(400,1252,692,1376)
worldbank-body-under-photo xyxy=(278,908,552,1042)
section-rule xyxy=(250,1044,696,1045)
page-number: 3 xyxy=(907,31,919,51)
elderly-body: ಬೆಳಗಾವಿ ಸೆ.13–ವಿಶ್ವ ಹಿರಿಯ ನಾಗರಿಕರ ದಿನಾಚರಣೆ–2024 ರ ಅಂಗವಾಗಿ ಸೆ.14 ರಂದು ಬೆಳಿಗ್ಗೆ 11 ಗಂಟೆಗೆ ಡಿ. ಎಸ್.ಎ.ಜಾಕಿಂಟರ್ ಇಂಡಿನೆಬಿಜಿ ಅಂಥ ಸಾರ್ವಜನಿಕ ಶಾಲಾ ಆವರಣದಲ್ಲಿ ಜಿಲ್ಲಾ ಮಟ್ಟದ ಕ್ರೀಡಾ ಸ್ಪರ್ಧೆಗಳು ಹಾಗೂ ಮಧ್ಯಾಹ್ನ 2 ಗಂಟೆಯಿಂದ ಸಾಂಸ್ಕೃತಿಕ ಸ್ಪರ್ಧೆಗಳನ್ನು ಜಿಲ್ಲೆಯ ಹಿರಿಯ ನಾಗರಿಕರಿಗೆ ಜಿಲ್ಲಾ ಮಟ್ಟದ ಕಾರ್ಯಕ್ರಮ ಯೋಜಿಸಲಾಗಿದೆ. ಹಿರಿಯ ನಾಗರಿಕರ ಕ್ರೀಡಾ ಸ್ಪರ್ಧೆಗಳಾದ ಮ್ಯೂಸಿಕಲ್ ಚೇರ್, ದರವಿನ ನಡಿಗೆ, ಬಕೆಟ್‌ನಲ್ಲಿ ಬಾಲ್ ಎಸೆಯುವುದು ಹಾಗೂ ಸಾಂಸ್ಕೃತಿಕ ಸ್ಪರ್ಧೆಗಳಾದ ಜಾನಪದ ಗೀತೆ, ಭಾವಗೀತೆ ಹಾಗೂ ಏಕಪಾತ್ರಾಭಿನಯ ಸ್ಪರ್ಧೆಯನ್ನು ಏರ್ಪಡಿಸಲಾಗಿದೆ. ಜಿಲ್ಲೆಯ ಎಲ್ಲಾ ತಾಲೂಕುಗಳಲ್ಲಿ ಹಿರಿಯ ನಾಗರಿಕರು ಇರುವ ಸ್ವಯಂ–ಸೇವಾ ಸಂಸ್ಥೆಗಳ ಪದಾಧಿಕಾರಿಗಳು ಮತ್ತು ನಿವೃತ್ತ ನೌಕರರ ಸಂಘದ ಪದಾಧಿಕಾರಿಗಳು ತಮ್ಮ ತಾಲೂಕಿನ ವ್ಯಾಪ್ತಿಯ ಹಿರಿಯನಾಗರಿಕರನ್ನು ಇದರ ಸದುಪಯೋಗ ಮಾಡಿಕೊಳ್ಳಬೇಕು ಎಂದು ಜಿಲ್ಲಾ ಅಂಗವಿಕಲರ ಕಲ್ಯಾಣಾಧಿಕಾರಿಗಳು ಪ್ರಕಟಣೆಯಲ್ಲಿ ತಿಳಿಸಿದ್ದಾರೆ. xyxy=(14,301,242,405)
missing-body: ಬೆಳಗಾವಿ ಸೆ.13– ಬೆಳಗಾವಿ ಅನಗೋಳ ಮರುತಿಗಲ್ಲಿಯ ನಿವಾಸಿ ಸಲೀಂ ಸಿದ್ದಿಕ್ (41) ಎಂಬುವರು ದಿನಾಂಕ 05–09–2024 ರಂದು ಬೆಳಿಗ್ಗೆ ಮನೆ ಬಿಟ್ಟು ಎಲ್ಲಿಯೋ ಹೋಗಿ ಕಾಣೆಯಾಗಿದ್ದಾರೆ ಎಂದು ತಿಳಕವಾಡಿ ಪೊಲೀಸ್ ಠಾಣೆಯಲ್ಲಿ ದೂರು ದಾಖಲಾಗಿದೆ. ಕಾಣೆಯಾದ ವ್ಯಕ್ತಿಯ ವಿವರ: 5.2 ಎತ್ತರ, ಉದ್ದ ಮುಖ, ಗೋಧಿಗೆಂಪು ಮೈಬಣ್ಣ, ಮೈಮೇಲೆ ಕಪ್ಪು ಬಣ್ಣದ ಪ್ಯಾಂಟ್ ಧರಿಸಿದ್ದಾನೆ. ಬಲಗೈ ಮೇಲೆ ಹಳೆ ಗಾಯದ ಗುರುತು ಇರುತ್ತದೆ. ಸದರಿ ಕಾಣೆಯಾದ ವ್ಯಕ್ತಿಯ ಬಗ್ಗೆ ಮಾಹಿತಿ ಸಿಕ್ಕಲ್ಲಿ ತಿಲಕವಾಡಿ ಪೊಲೀಸ್ ಠಾಣೆಯ ದೂರವಾಣಿ:0831–2405236, 2405231, 2405255, 9480804112, 9480804052 ಸಂಖ್ಯೆಗೆ ಸಂಪರ್ಕಿಸಬಹುದು ಎಂದು ತಿಲಕವಾಡಿ ಪೊಲೀಸ್ ಠಾಣೆಯ ಠಾಣಾಧಿಕಾರಿಗಳು ಪ್ರಕಟಣೆಯಲ್ಲಿ ತಿಳಿಸಿದ್ದಾರೆ. xyxy=(18,528,238,653)
vandebharat-title: ಸೆ.16 ರಂದು ಪುಣೆ–ಎಸ್.ಎಸ್.ಎಸ್ ಹುಬ್ಬಳ್ಳಿ ವಂದೇ ಭಾರತ್ ಎಕ್ಸ್‌ಪ್ರೆಸ್‌ಗೆ ಚಾಲನೆ xyxy=(307,569,635,583)
democracy-byline: (ಹುಕ್ಕೇರಿ ವರದಿ) xyxy=(252,512,292,521)
karlatota-title: ಕಾರ್ಲತೋಟದ ಕ್ಯಾದಿಗೆ ಹಳ್ಳದ ಸೇತುವೆ ಕಾಮಗಾರಿಗೆ ಚಾಲನೆ xyxy=(334,1051,612,1067)
poshan-body-continued: ಬೆಳಗಾವಿ ಸೆ.13–ಮಕ್ಕಳ ಬೆಳವಣಿಗೆ ಹಂತದಲ್ಲಿಯೇ ಉತ್ತಮ ಆರೋಗ್ಯದಡೆಗಾಗಿ ಬೇರೆಲ್ಲ ಮತ್ತು ಆಹಾರ ಮುಂದಿನ ಭವಿಷ್ಯ ರೂಪಿಸಲು ಸಾಧ್ಯವಾಗುತ್ತದೆ ಎಂದು ಜಿ.ಪಂ ಮಾಜಿ ಸದಸ್ಯ ಬಸವರಾಜ ಕುರೇರ ಹೇಳಿದರು. ನವನಗರದ ಡಾ.ಬಿ.ಆರ್. ಅಂಬೇಡ್ಕರ್ ಭವನದಲ್ಲಿ ಮಹಿಳಾ ಮತ್ತು ಮಕ್ಕಳ ಅಭಿವೃದ್ಧಿ ಇಲಾಖೆ, ಜಿಲ್ಲಾ ಪಂಚಾಯತ್ ಹಾಗೂ ಸಮಗ್ರ ಶಿಶು ಅಭಿವೃದ್ಧಿ ಯೋಜನೆ ವತಿಯಿಂದ ಪೋಷಣ ಮಾಸಾಚರಣೆ ಅಂಗವಾಗಿ ಹಮ್ಮಿಕೊಂಡ ಗರ್ಭಿಣಿಯರ ಸೀಮಂತ ಕಾರ್ಯಕ್ರಮವನ್ನು ಉದ್ಘಾಟಿಸಿ ಮಾತನಾಡಿದರು. ತಾಯಿಯ ಆರೋಗ್ಯ ಉತ್ತಮವಾಗಿದ್ದಲ್ಲಿ ಮಗುವಿನ ಆರೋಗ್ಯವೂ ಉತ್ತಮವಾಗಿರುತ್ತದೆ. ಗರ್ಭಿಣಿ ಹಾಗೂ ಬಾಣಂತಿಯರು ಪೌಷ್ಟಿಕ ಆಹಾರ ಸೇವಿಸಬೇಕು. ಹಸಿರು ತರಕಾರಿ, ಸೊಪ್ಪು, ಹಣ್ಣು, ಕಾಳುಗಳನ್ನು ಹೆಚ್ಚಾಗಿ ಬಳಸಬೇಕು ಎಂದರು. ಜಿಲ್ಲಾ ಕಾನೂನು ಸೇವೆಗಳ ಪ್ರಾಧಿಕಾರದ ಸದಸ್ಯ ಕಾರ್ಯದರ್ಶಿ ಮಾತನಾಡಿ, ಸದೃಢ ಸಮಾಜ ನಿರ್ಮಾಣಕ್ಕೆ ಆರೋಗ್ಯವಂತ ಮಗು ಅವಶ್ಯಕ. ಗರ್ಭಿಣಿಯರು ನಿಯಮಿತವಾಗಿ ವೈದ್ಯಕೀಯ ತಪಾಸಣೆ ಮಾಡಿಸಿಕೊಳ್ಳಬೇಕು. ಅಂಗನವಾಡಿ ಕೇಂದ್ರಗಳಲ್ಲಿ ನೀಡುವ ಪೂರಕ ಪೌಷ್ಟಿಕ ಆಹಾರ ಸದುಪಯೋಗ ಪಡಿಸಿಕೊಳ್ಳಬೇಕು ಎಂದರು. ಹೆಣ್ಣು ಮಗುವಿನ ಜನನಕ್ಕೆ ತಾರತಮ್ಯ ಮಾಡಬಾರದು. ಬಾಲ್ಯವಿವಾಹ ಕಾನೂನು ಬಾಹಿರ ಎಂದು ತಿಳಿಸಿದರು. ಮಹಿಳಾ ಮತ್ತು ಮಕ್ಕಳ ಅಭಿವೃದ್ಧಿ ಇಲಾಖೆಯ ಉಪ ನಿರ್ದೇಶಕರು ಅಧ್ಯಕ್ಷತೆ ವಹಿಸಿದ್ದರು. ಶಿಶು ಅಭಿವೃದ್ಧಿ ಯೋಜನಾಧಿಕಾರಿಗಳು, ಮೇಲ್ವಿಚಾರಕಿಯರು, ಅಂಗನವಾಡಿ ಕಾರ್ಯಕರ್ತೆಯರು ಹಾಗೂ ಸಹಾಯಕಿಯರು ಉಪಸ್ಥಿತರಿದ್ದರು. ಇದೇ ಸಂದರ್ಭದಲ್ಲಿ 5 ಜನ ಗರ್ಭಿಣಿ ಮಹಿಳೆಯರಿಗೆ ಸೀಮಂತ ಕಾರ್ಯ ನೆರವೇರಿಸಲಾಯಿತು. ಪೌಷ್ಟಿಕ ಆಹಾರ ಪ್ರದರ್ಶನ ಏರ್ಪಡಿಸಲಾಗಿತ್ತು. ಕಾರ್ಯಕ್ರಮದಲ್ಲಿ ವಿವಿಧ ಇಲಾಖೆಯ ಅಧಿಕಾರಿಗಳು, ಸಿಬ್ಬಂದಿ ಪಾಲ್ಗೊಂಡಿದ್ದರು. ಸ್ವಾಗತ, ನಿರೂಪಣೆ, ವಂದನಾರ್ಪಣೆ ಕಾರ್ಯವನ್ನು ಅಂಗನವಾಡಿ ಕಾರ್ಯಕರ್ತೆಯರು ನೆರವೇರಿಸಿದರು. xyxy=(522,110,920,234)
democracy-headline xyxy=(252,348,690,376)
scholarship-body: ಬೆಳಗಾವಿ ಸೆ.13—ಪ್ರಸಕ್ತ ಸಾಲಿನ ಬೈಲಹೊಂಗಲ ಹಾಗೂ ಕಿತ್ತೂರು ತಾಲೂಕಿನ ವ್ಯಾಪ್ತಿಯಲ್ಲಿ ವಿವಿಧ ಶಾಲೆ–ಕಾಲೇಜುಗಳಲ್ಲಿ ವ್ಯಾಸಂಗ ಮಾಡುತ್ತಿರುವ ಪರಿಶಿಷ್ಟ ಜಾತಿ ಮತ್ತು ಪರಿಶಿಷ್ಟ ಪಂಗಡದ ವರ್ಗದ ವಿದ್ಯಾರ್ಥಿಗಳಿಂದ ಮೆಟ್ರಿಕ್ ಪೂರ್ವ ಹಾಗೂ ಮೆಟ್ರಿಕ್ ನಂತರದ ವೇತನ ಕಾರ್ಯಕ್ರಮದಡಿಯಲ್ಲಿ ಅರ್ಜಿ ಆಹ್ವಾನಿಸಲಾಗಿದೆ. ಆಸಕ್ತ ಅಭ್ಯರ್ಥಿಗಳು ವೆಬ್‌ಸೈಟ್ http://sw.kar.nic.in ಮೂಲಕ ಅರ್ಜಿ ಸಲ್ಲಿಸಬಹುದಾಗಿದೆ. ಹೆಚ್ಚಿನ ಮಾಹಿತಿಗಾಗಿ ದೂರವಾಣಿ ಸಂಖ್ಯೆ 08288–236230 ಸಂಪರ್ಕಿಸಬಹುದು ಎಂದು ಬೈಲಹೊಂಗಲದ ಸಮಾಜ ಕಲ್ಯಾಣ ಇಲಾಖೆ ಸಹಾಯಕ ನಿರ್ದೇಶಕರು (ಗ್ರೇಡ್–2) ಪ್ರಕಟಣೆಯಲ್ಲಿ ತಿಳಿಸಿದ್ದಾರೆ. xyxy=(704,371,916,443)
dattinidhi-article xyxy=(700,1212,920,1434)
date-kannada: ಶನಿವಾರ ೧೪-೦೯-೨೦೨೪ xyxy=(831,31,905,41)
dattinidhi-title: ದತ್ತಿನಿಧಿ ಕಾರ್ಯಕ್ರಮ xyxy=(766,1212,854,1227)
democracy-title: ಅಂತರಾಷ್ಟ್ರೀಯ ಪ್ರಜಾಪ್ರಭುತ್ವ ದಿನಾಚರಣೆ; ಪೋಸ್ಟರ್ ಅಳವಡಿಕೆ xyxy=(326,353,616,369)
dattinidhi-body: ಬೆಳಗಾವಿ ಸೆ.13 –ಜಿಲ್ಲಾ ಲೇಖಿಕೆಯರ ಸಂಘದ ವತಿಯಿಂದ ಸೆಪ್ಟೆಂಬರ್ 16 ರ ಮಧ್ಯಾಹ್ನ 3:30 ಕ್ಕೆ ಚೆನ್ನಮ್ಮ ವೃತ್ತದ ಬಳಿಯ ಕನ್ನಡ ಸಾಹಿತ್ಯ ಭವನದಲ್ಲಿ ದತ್ತಿನಿಧಿ ಕಾರ್ಯಕ್ರಮ ಜರುಗಲಿದೆ. ದಿ.ಶಾಂತಾ ಕುಲಕರ್ಣಿ ದತ್ತಿ, ದಿ. ಶ್ರೀಮತಿ ಕಮಲಾ ಪಾಟೀಲ ದತ್ತಿ, ದಿ. ಶ್ರೀಮತಿ ಗಂಗಾ ಹಿರೇಮಠ ದತ್ತಿ ಮತ್ತು ದಿ. ಶ್ರೀಮತಿ ಸುಮಿತ್ರಾ ದೇಶಪಾಂಡೆ ದತ್ತಿ ಉಪನ್ಯಾಸ ಕಾರ್ಯಕ್ರಮ ನಡೆಯಲಿದೆ. ಈ ಕಾರ್ಯಕ್ರಮದಲ್ಲಿ ಸಂಘದ ಸದಸ್ಯೆಯರಿಂದ ಚುಟುಕು ರಚನಾ ಸ್ಪರ್ಧೆ ಏರ್ಪಡಿಸಲಾಗಿದೆ. ಅಧ್ಯಕ್ಷತೆಯನ್ನು ಸುನಂದಾ ಎಮ್ಮಿ ಅವರು ವಹಿಸಲಿದ್ದಾರೆ. ಮುಖ್ಯ ಅತಿಥಿಗಳಾಗಿ ಡಾ. ಪ್ರೇಮಾ ಹಾಗೂ ಸಾಹಿತಿಗಳು ಆಗಮಿಸಲಿದ್ದಾರೆ. ಸಾಹಿತ್ಯಾಸಕ್ತರು ಕಾರ್ಯಕ್ರಮದಲ್ಲಿ ಭಾಗವಹಿಸಬೇಕೆಂದು ಸಂಘದ ಕಾರ್ಯದರ್ಶಿ ಆಶಾ ಎಸ್ ಯಮಕನಮರಡಿ ಪ್ರಕಟಣೆಯಲ್ಲಿ ತಿಳಿಸಿದ್ದಾರೆ. xyxy=(700,1230,920,1323)
worldbank-body: ಬೆಳಗಾವಿ ಸೆ.13— ಬೆಳಗಾವಿ ನಗರ ಮಹಾನಗರ ಪಾಲಿಕೆ ಮತ್ತು ಕೆಯುಐಡಿಎಫ್‌ಸಿ ಅನುಷ್ಠಾನಗೊಳಿಸುತ್ತಿರುವ ನಿರಂತರ ನೀರು ಸರಬರಾಜು ಯೋಜನೆಯ ಪ್ರಗತಿಯನ್ನು ವಿಶ್ವ ಬ್ಯಾಂಕ್ ಪ್ರತಿನಿಧಿಗಳ ತಂಡ ಪರಿಶೀಲಿಸಿತು. ವಿಶ್ವಬ್ಯಾಂಕ್ ತಂಡವು ನಗರದ ವಿವಿಧ ಬಡಾವಣೆಗಳಲ್ಲಿ 24x7 ನೀರು ಸರಬರಾಜು ಕಾಮಗಾರಿಗಳನ್ನು ಪರಿಶೀಲಿಸಿ ಸಾರ್ವಜನಿಕರೊಂದಿಗೆ ಸಮಾಲೋಚನೆ ನಡೆಸಿತು. ಯೋಜನೆಯ ಪ್ರಗತಿ, ಗುಣಮಟ್ಟ ಹಾಗೂ ನಿಗದಿತ ಅವಧಿಯೊಳಗೆ ಕಾಮಗಾರಿ ಪೂರ್ಣಗೊಳಿಸುವ ಕುರಿತು ಅಧಿಕಾರಿಗಳೊಂದಿಗೆ ಚರ್ಚಿಸಲಾಯಿತು. ಕರ್ನಾಟಕ ನಗರ ನೀರು ಸರಬರಾಜು ಹಾಗೂ ಒಳಚರಂಡಿ ಮಂಡಳಿಯ ಅಧಿಕಾರಿಗಳು, ಎಲ್ ಆ್ಯಂಡ್ ಟಿ ಕಂಪನಿಯ ಪ್ರತಿನಿಧಿಗಳು ಮಾಹಿತಿ ನೀಡಿದರು. ನಗರದ 58 ವಾರ್ಡ್‌ಗಳಲ್ಲಿ ಕಾಮಗಾರಿ ನಡೆಯುತ್ತಿದ್ದು, ಈಗಾಗಲೇ ಅನೇಕ ವಾರ್ಡ್‌ಗಳಲ್ಲಿ ನಿರಂತರ ನೀರು ಪೂರೈಕೆ ಆರಂಭವಾಗಿದೆ. ಬಾಕಿ ಉಳಿದ ಕಾಮಗಾರಿಗಳನ್ನು ಶೀಘ್ರವಾಗಿ ಪೂರ್ಣಗೊಳಿಸಲು ಸೂಚಿಸಲಾಯಿತು. ಈ ಸಂದರ್ಭದಲ್ಲಿ ಮಹಾನಗರ ಪಾಲಿಕೆ ಆಯುಕ್ತರು, ಕೆಯುಐಡಿಎಫ್‌ಸಿ ಕೇಂದ್ರ ಕಚೇರಿಯ ಹಿರಿಯ ಅಧಿಕಾರಿಗಳು, ಯೋಜನಾ ನಿರ್ದೇಶಕರು ಹಾಗೂ ಇಂಜಿನಿಯರ್‌ಗಳು ಉಪಸ್ಥಿತರಿದ್ದರು. xyxy=(14,762,274,876)
poshan-band-text: ಪೋಷಣ ಅಭಿಯಾನ । ಗರ್ಭಿಣಿ ಮಹಿಳೆಯರಿಗೆ ಸೀಮಂತ xyxy=(623,60,819,73)
elderly-title-2: ಜಿಲ್ಲಾ ಮಟ್ಟದ ಕ್ರೀಡೆ, ಸಾಂಸ್ಕೃತಿ ಸ್ಪರ್ಧೆಗಳು xyxy=(51,283,205,298)
worldbank-body-left xyxy=(14,752,274,1042)
title-divider xyxy=(14,281,242,283)
